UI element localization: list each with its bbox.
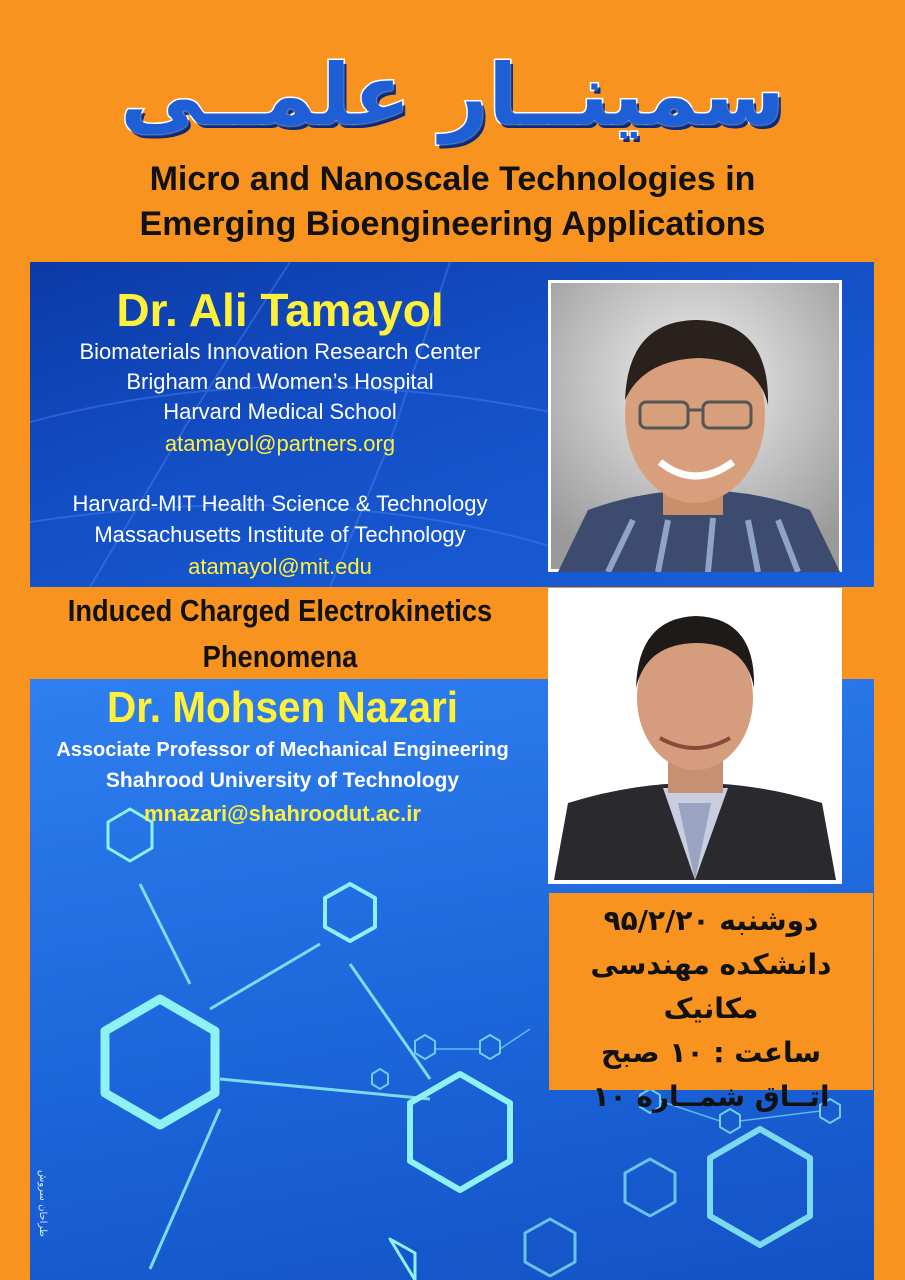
speaker1-email2[interactable]: atamayol@mit.edu <box>188 554 372 579</box>
speaker1-portrait-icon <box>548 280 842 572</box>
designer-credit: طراحان سروش <box>37 1170 48 1237</box>
speaker1-affiliation1-line3: Harvard Medical School <box>163 399 397 424</box>
speaker2-university: Shahrood University of Technology <box>105 769 460 792</box>
speaker2-name: Dr. Mohsen Nazari <box>107 683 458 732</box>
speaker1-affiliation2-line1: Harvard-MIT Health Science & Technology <box>72 491 488 516</box>
persian-title: سمینــار علمــی <box>120 46 785 144</box>
seminar-title-line2: Emerging Bioengineering Applications <box>139 205 766 243</box>
speaker1-photo <box>548 280 842 572</box>
talk2-title-line1: Induced Charged Electrokinetics <box>67 593 493 628</box>
event-date: دوشنبه ۹۵/۲/۲۰ <box>603 904 819 937</box>
speaker1-affiliation1-line1: Biomaterials Innovation Research Center <box>79 339 481 364</box>
speaker1-affiliation2-line2: Massachusetts Institute of Technology <box>94 522 466 547</box>
event-time: ساعت : ۱۰ صبح <box>600 1036 822 1069</box>
speaker2-photo <box>548 588 842 884</box>
seminar-title-line1: Micro and Nanoscale Technologies in <box>149 160 756 198</box>
talk2-title-line2: Phenomena <box>202 639 358 674</box>
speaker1-affiliation1-line2: Brigham and Women’s Hospital <box>126 369 434 394</box>
speaker2-email[interactable]: mnazari@shahroodut.ac.ir <box>144 801 421 826</box>
speaker2-position: Associate Professor of Mechanical Engineering <box>56 739 509 761</box>
speaker1-name: Dr. Ali Tamayol <box>116 284 444 336</box>
event-place: دانشکده مهندسی مکانیک <box>590 948 832 1025</box>
event-details-box <box>549 893 873 1113</box>
speaker2-portrait-icon <box>548 588 842 884</box>
speaker1-email1[interactable]: atamayol@partners.org <box>164 431 396 456</box>
event-room: اتــاق شمــاره ۱۰ <box>592 1080 830 1113</box>
